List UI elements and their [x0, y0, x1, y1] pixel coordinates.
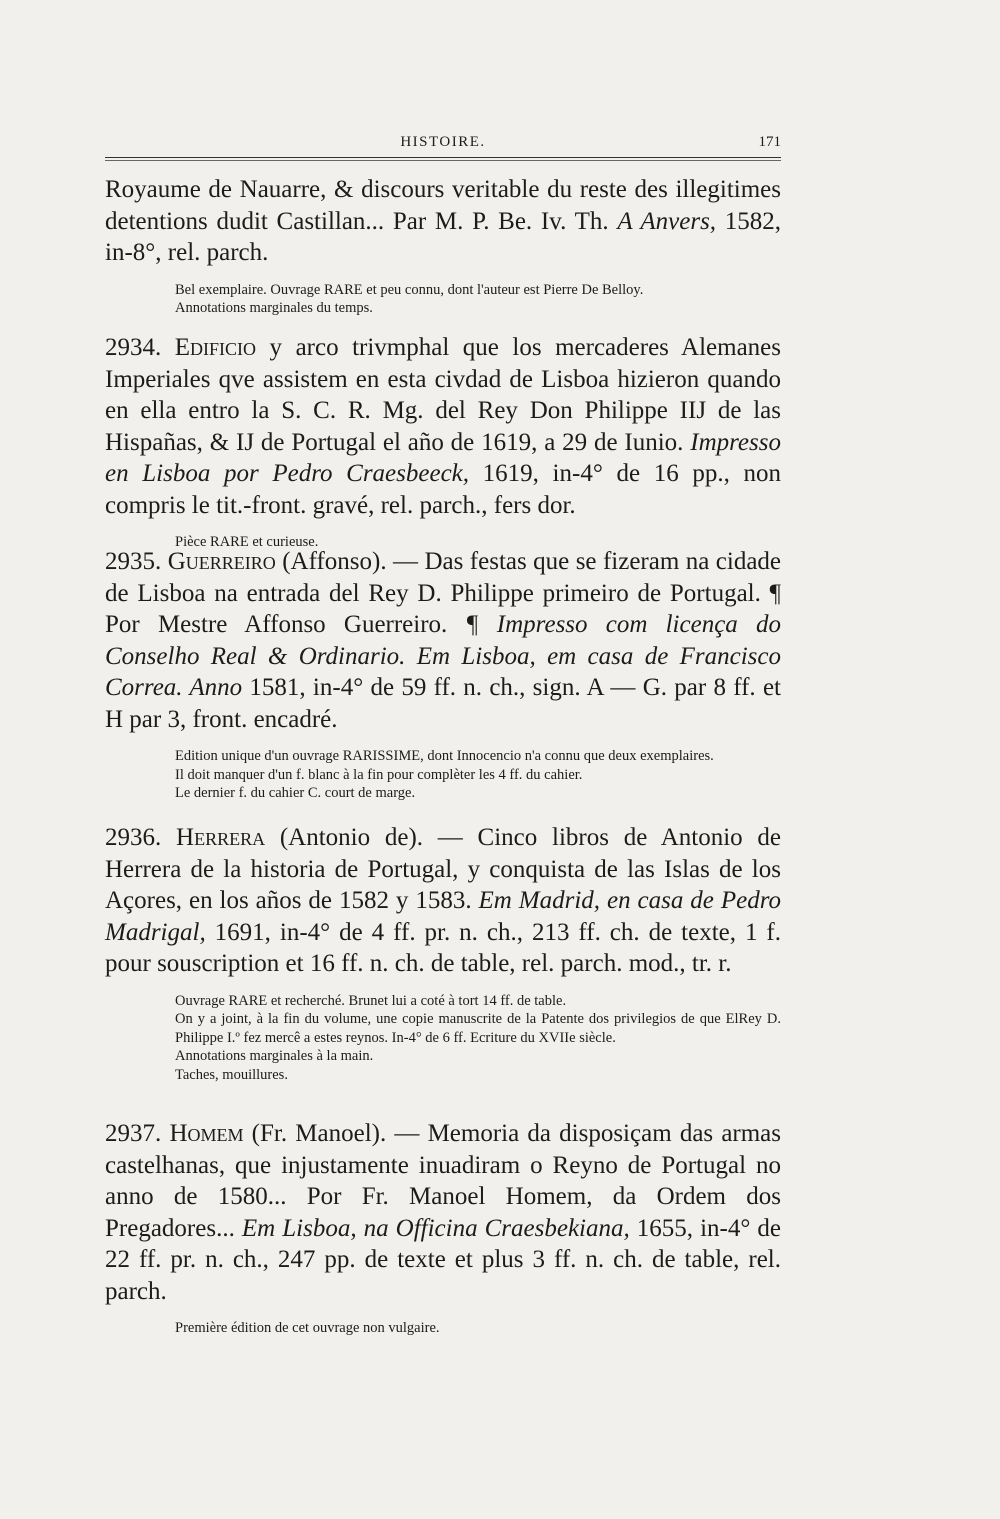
- running-header: [105, 134, 781, 156]
- header-rule-secondary: [105, 160, 781, 161]
- entry-continuation: [105, 174, 781, 318]
- note-line: On y a joint, à la fin du volume, une copie manuscrite de la Patente dos privilegios de que ElRey D. Philippe I.º fez mercê a estes reynos. In-4° de 6 ff. Ecriture du XVIIe siècle.: [175, 1011, 781, 1046]
- entry-number: 2935.: [105, 548, 162, 575]
- header-rule: [105, 157, 781, 158]
- running-title: HISTOIRE.: [400, 134, 486, 150]
- entry-author: Homem: [169, 1120, 244, 1147]
- entry-author: Guerreiro: [167, 548, 276, 575]
- entry-number: 2937.: [105, 1120, 162, 1147]
- page-number: 171: [758, 134, 781, 150]
- catalog-entry-2937: [105, 1118, 781, 1338]
- note-line: Première édition de cet ouvrage non vulgaire.: [175, 1320, 440, 1336]
- entry-number: 2934.: [105, 334, 162, 361]
- catalog-entry-2935: [105, 546, 781, 803]
- note-line: Il doit manquer d'un f. blanc à la fin pour complèter les 4 ff. du cahier.: [175, 766, 583, 783]
- note-line: Edition unique d'un ouvrage RARISSIME, dont Innocencio n'a connu que deux exemplaires.: [175, 748, 714, 764]
- catalog-entry-2934: [105, 332, 781, 552]
- note-line: Annotations marginales à la main.: [175, 1048, 374, 1064]
- note-line: Annotations marginales du temps.: [175, 300, 373, 316]
- entry-text: 2937. Homem (Fr. Manoel). — Memoria da disposiçam das armas castelhanas, que injustamente inuadiram o Reyno de Portugal no anno de 1580... Por Fr. Manoel Homem, da Ordem dos Pregadores... Em Lisboa, na Officina Craesbekiana, 1655, in-4° de 22 ff. pr. n. ch., 247 pp. de texte et plus 3 ff. n. ch. de table, rel. parch.: [105, 1120, 782, 1305]
- entry-author: Edificio: [174, 334, 257, 361]
- entry-notes: [105, 281, 781, 318]
- entry-notes: [105, 1319, 781, 1338]
- entry-number: 2936.: [105, 824, 162, 851]
- entry-text: 2935. Guerreiro (Affonso). — Das festas que se fizeram na cidade de Lisboa na entrada del Rey D. Philippe primeiro de Portugal. ¶ Por Mestre Affonso Guerreiro. ¶ Impresso com licença do Conselho Real & Ordinario. Em Lisboa, em casa de Francisco Correa. Anno 1581, in-4° de 59 ff. n. ch., sign. A — G. par 8 ff. et H par 3, front. encadré.: [105, 548, 782, 733]
- note-line: Taches, mouillures.: [175, 1066, 288, 1083]
- entry-notes: [105, 747, 781, 803]
- catalog-entry-2936: [105, 822, 781, 1084]
- entry-author: Herrera: [176, 824, 266, 851]
- note-line: Ouvrage RARE et recherché. Brunet lui a coté à tort 14 ff. de table.: [175, 992, 567, 1009]
- entry-text: Royaume de Nauarre, & discours veritable du reste des illegitimes detentions dudit Castillan... Par M. P. Be. Iv. Th. A Anvers, 1582, in-8°, rel. parch.: [105, 176, 782, 266]
- note-line: Bel exemplaire. Ouvrage RARE et peu connu, dont l'auteur est Pierre De Belloy.: [175, 281, 644, 298]
- entry-text: 2934. Edificio y arco trivmphal que los mercaderes Alemanes Imperiales qve assistem en esta civdad de Lisboa hizieron quando en ella entro la S. C. R. Mg. del Rey Don Philippe IIJ de las Hispañas, & IJ de Portugal el año de 1619, a 29 de Iunio. Impresso en Lisboa por Pedro Craesbeeck, 1619, in-4° de 16 pp., non compris le tit.-front. gravé, rel. parch., fers dor.: [105, 334, 781, 519]
- note-line: Le dernier f. du cahier C. court de marge.: [175, 785, 416, 801]
- entry-notes: [105, 992, 781, 1085]
- entry-text: 2936. Herrera (Antonio de). — Cinco libros de Antonio de Herrera de la historia de Portugal, y conquista de las Islas de los Açores, en los años de 1582 y 1583. Em Madrid, en casa de Pedro Madrigal, 1691, in-4° de 4 ff. pr. n. ch., 213 ff. ch. de texte, 1 f. pour souscription et 16 ff. n. ch. de table, rel. parch. mod., tr. r.: [105, 824, 781, 977]
- note-line: Pièce RARE et curieuse.: [175, 534, 319, 550]
